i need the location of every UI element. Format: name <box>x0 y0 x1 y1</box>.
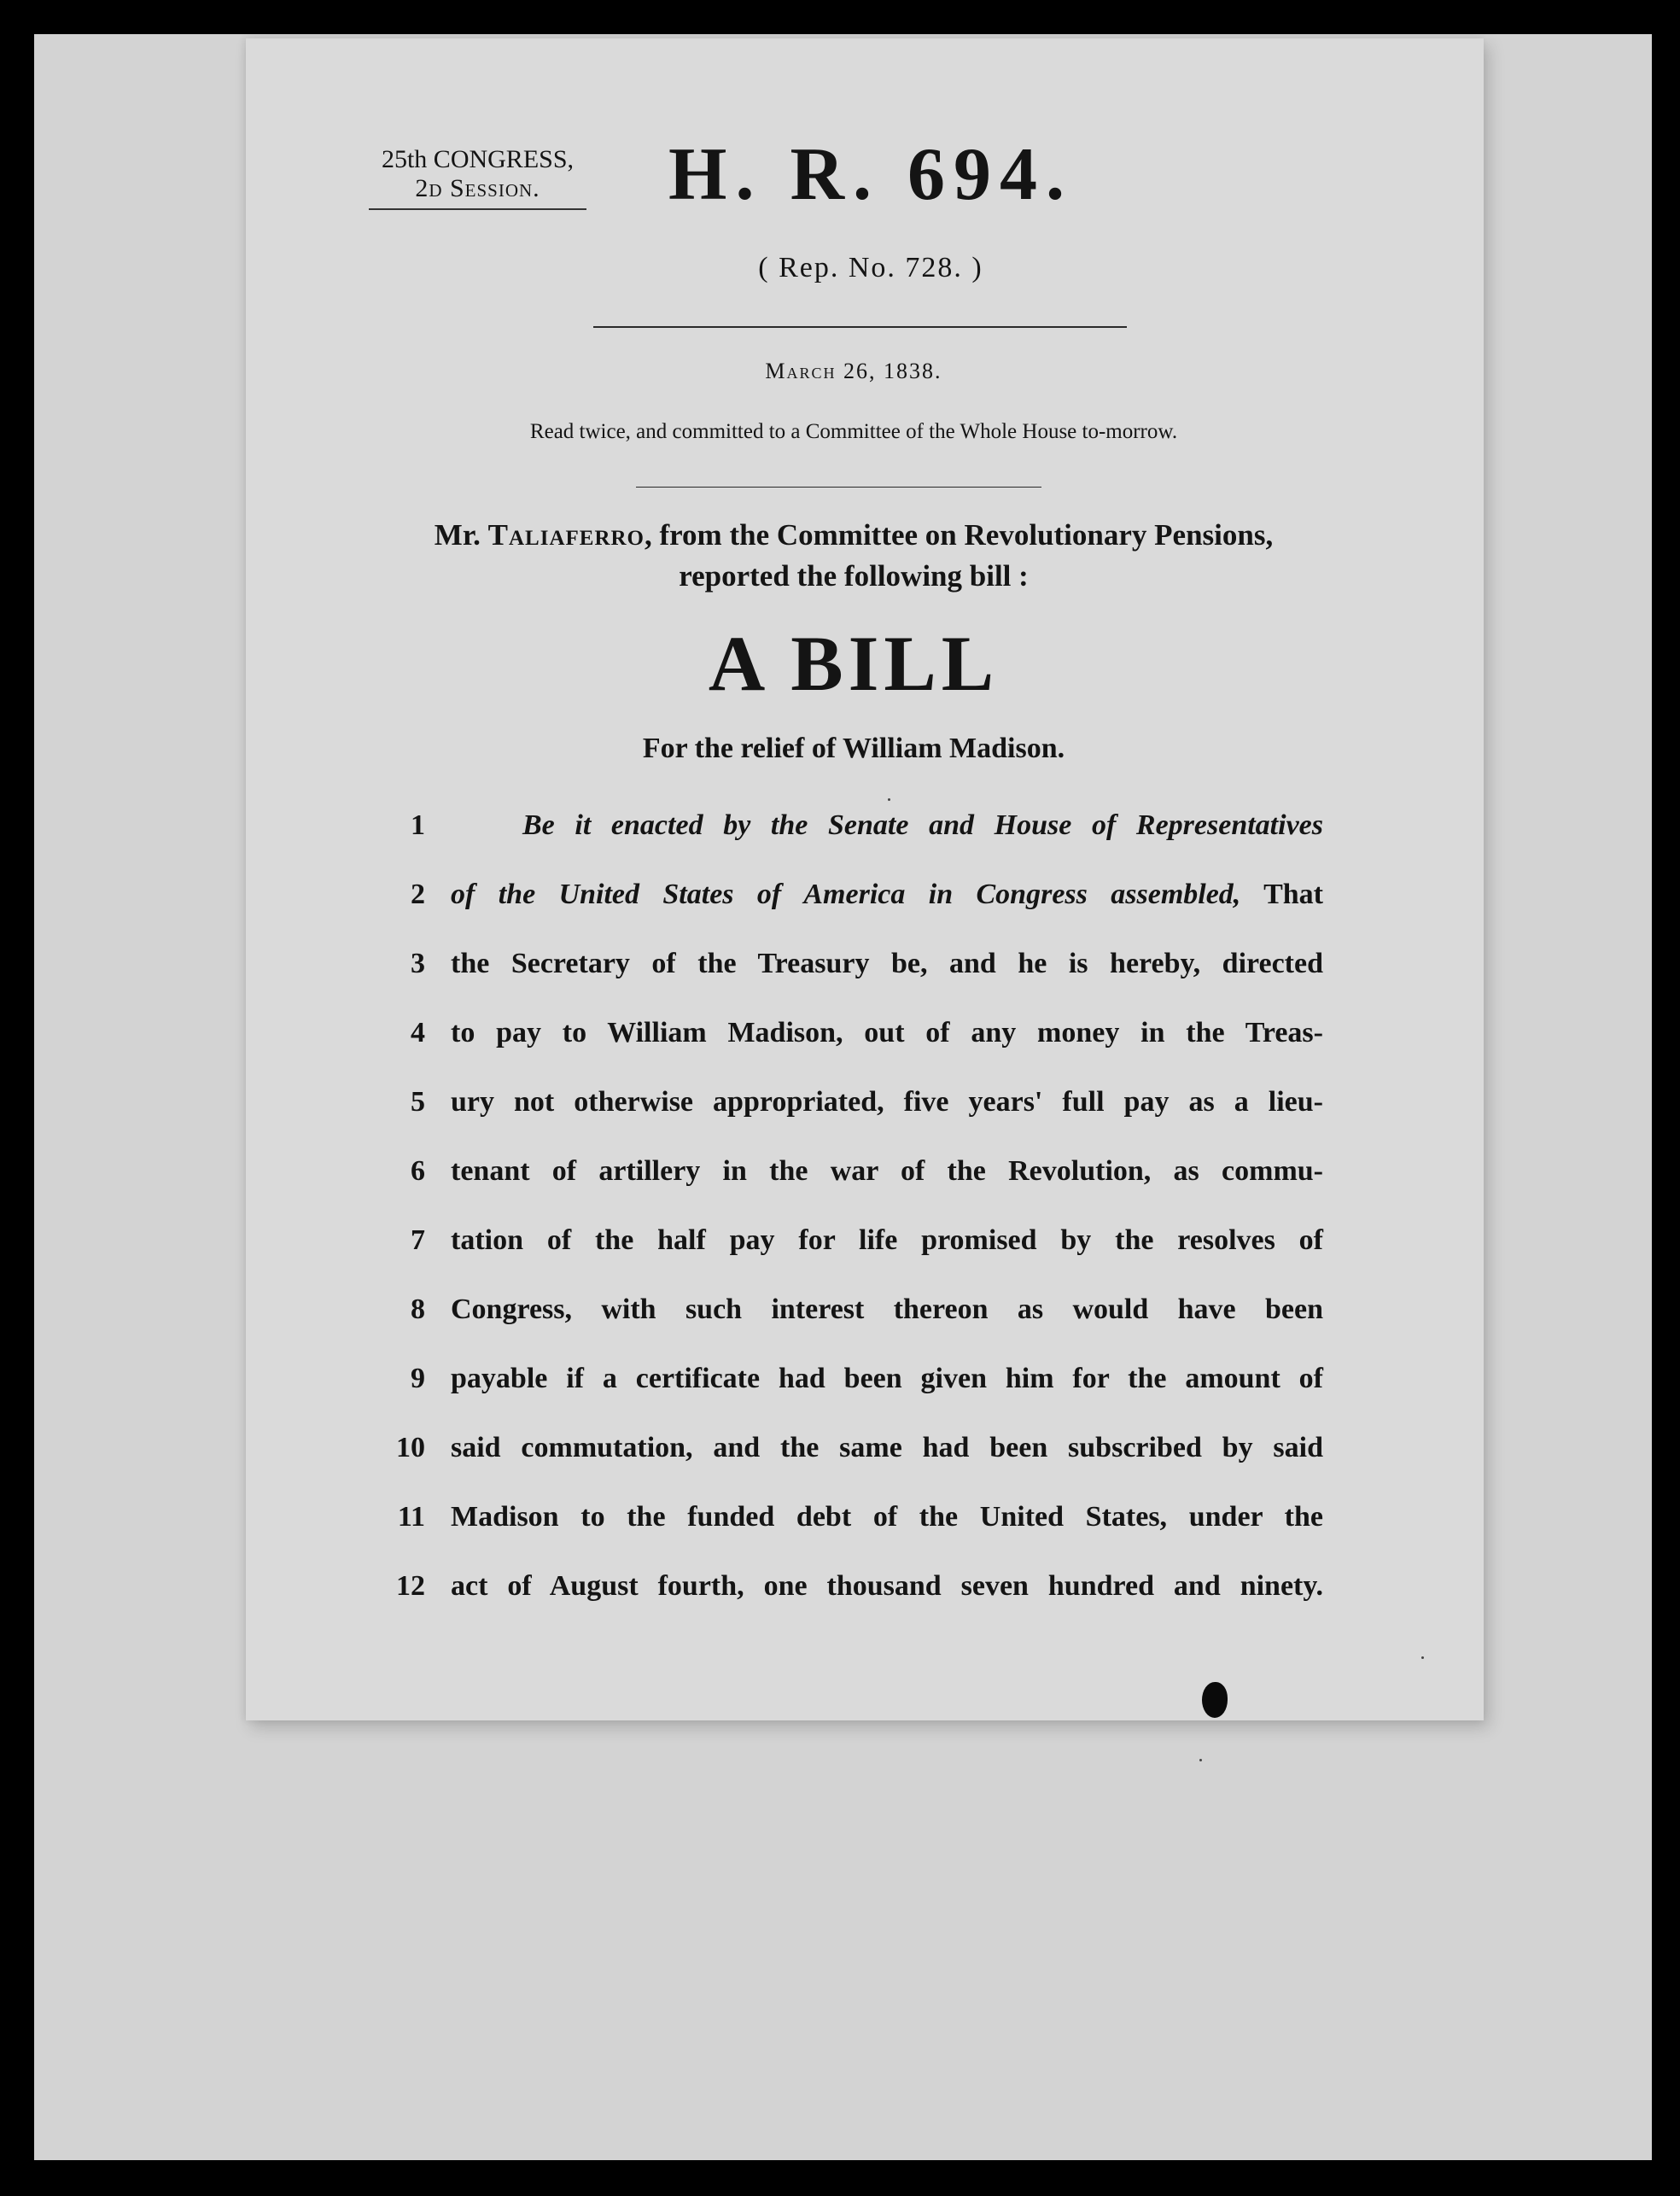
line-number: 9 <box>411 1363 425 1394</box>
ink-blot <box>1202 1682 1228 1718</box>
bill-line <box>359 1496 1323 1539</box>
line-text <box>451 873 1323 916</box>
bill-subject: For the relief of William Madison. <box>642 733 1065 764</box>
bill-line <box>359 1150 1323 1193</box>
congress-session-block <box>369 145 586 210</box>
line-number: 6 <box>411 1155 425 1187</box>
line-text: Madison to the funded debt of the United States, under the <box>451 1501 1323 1533</box>
bill-line <box>359 1081 1323 1124</box>
line-number: 7 <box>411 1224 425 1256</box>
line-text: Congress, with such interest thereon as would have been <box>451 1294 1323 1325</box>
paper-speck <box>888 798 890 801</box>
line-text: to pay to William Madison, out of any money in the Treas- <box>451 1017 1323 1048</box>
line-number: 2 <box>411 879 425 910</box>
report-number: ( Rep. No. 728. ) <box>758 252 983 283</box>
bill-line <box>359 1427 1323 1469</box>
bill-line <box>359 1012 1323 1054</box>
paper-speck <box>1199 1759 1202 1761</box>
line-text: payable if a certificate had been given him for the amount of <box>451 1363 1323 1394</box>
line-text: ury not otherwise appropriated, five years' full pay as a lieu- <box>451 1086 1323 1118</box>
line-number: 1 <box>411 809 425 841</box>
line-text-roman: That <box>1240 879 1324 910</box>
reporter-statement <box>341 515 1366 597</box>
session-label: 2d Session. <box>415 174 540 202</box>
bill-line <box>359 1565 1323 1608</box>
bill-line <box>359 873 1323 916</box>
line-text-italic: Be it enacted by the Senate and House of Representatives <box>522 809 1323 841</box>
bill-line <box>359 1288 1323 1331</box>
line-number: 10 <box>396 1432 425 1463</box>
reporter-prefix: Mr. <box>434 518 488 552</box>
divider-rule <box>636 487 1041 488</box>
line-text: the Secretary of the Treasury be, and he is hereby, directed <box>451 948 1323 979</box>
line-number: 5 <box>411 1086 425 1118</box>
reporter-committee: , from the Committee on Revolutionary Pensions, <box>645 518 1274 552</box>
line-number: 3 <box>411 948 425 979</box>
paper-speck <box>1421 1656 1424 1659</box>
referral-note: Read twice, and committed to a Committee of the Whole House to-morrow. <box>529 420 1178 443</box>
bill-title: A BILL <box>708 620 1000 707</box>
divider-rule <box>593 326 1127 328</box>
line-text: tation of the half pay for life promised by the resolves of <box>451 1224 1323 1256</box>
congress-label: 25th CONGRESS, <box>381 145 575 173</box>
bill-line <box>359 1358 1323 1400</box>
bill-number: H. R. 694. <box>668 133 1073 216</box>
bill-line <box>359 943 1323 985</box>
line-text-italic: of the United States of America in Congress assembled, <box>451 879 1241 910</box>
line-number: 8 <box>411 1294 425 1325</box>
bill-date: March 26, 1838. <box>765 359 942 383</box>
bill-line <box>359 804 1323 847</box>
line-text <box>522 804 1323 847</box>
reporter-line-2: reported the following bill : <box>679 559 1029 593</box>
line-text: said commutation, and the same had been subscribed by said <box>451 1432 1323 1463</box>
reporter-name: Taliaferro <box>487 518 645 552</box>
line-text: tenant of artillery in the war of the Revolution, as commu- <box>451 1155 1323 1187</box>
line-number: 11 <box>397 1501 425 1533</box>
line-number: 4 <box>411 1017 425 1048</box>
line-number: 12 <box>396 1570 425 1602</box>
line-text: act of August fourth, one thousand seven hundred and ninety. <box>451 1570 1323 1602</box>
bill-line <box>359 1219 1323 1262</box>
